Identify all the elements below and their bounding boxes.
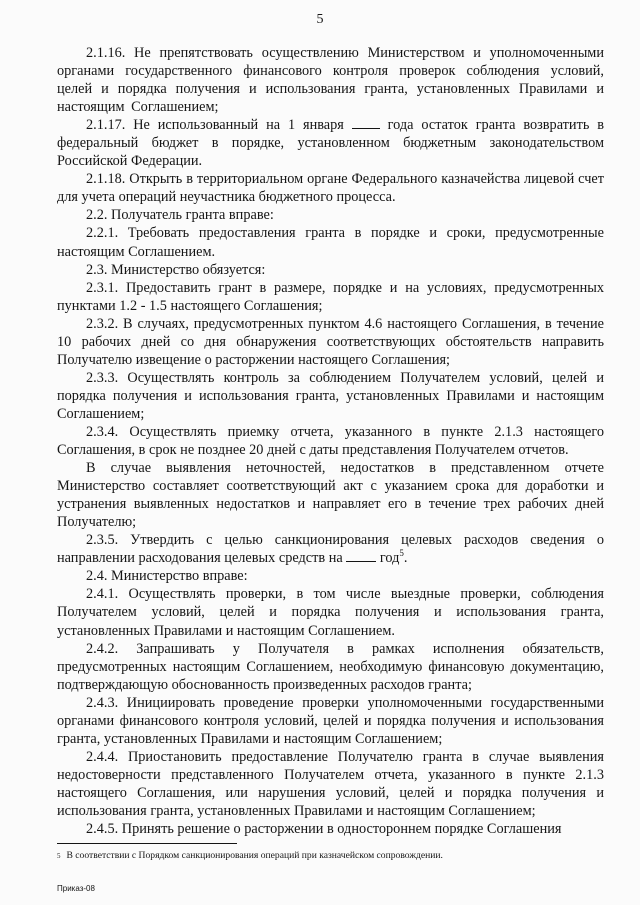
year-blank-field-2	[346, 549, 376, 562]
footnote-reference: 5	[399, 548, 404, 559]
footnote-text: В соответствии с Порядком санкционирования операций при казначейском сопровождении.	[66, 850, 443, 861]
document-body	[57, 44, 604, 838]
paragraph-2-4: 2.4. Министерство вправе:	[86, 568, 248, 585]
paragraph-2-2: 2.2. Получатель гранта вправе:	[86, 207, 274, 224]
paragraph-2-3-5-start: 2.3.5. Утвердить с целью санкционирования целевых расходов сведения о направлении расходования целевых средств на	[57, 532, 604, 567]
paragraph-2-3-5-period: .	[403, 550, 408, 567]
paragraph-2-4-5: 2.4.5. Принять решение о расторжении в одностороннем порядке Соглашения	[86, 821, 562, 838]
paragraph-2-4-3: 2.4.3. Инициировать проведение проверки уполномоченными государственными органами финансового контроля условий, целей и порядка получения и использования гранта, установленных Правилами и настоящим Соглашением;	[57, 694, 604, 747]
paragraph-2-3: 2.3. Министерство обязуется:	[86, 261, 266, 278]
paragraph-2-1-17-start: 2.1.17. Не использованный на 1 января	[86, 117, 352, 134]
footnote-divider	[57, 843, 237, 844]
paragraph-2-3-5-end: год	[376, 550, 400, 567]
paragraph-2-1-17	[57, 116, 604, 170]
paragraph-2-1-16: 2.1.16. Не препятствовать осуществлению Министерством и уполномоченными органами государственного финансового контроля проверок соблюдения условий, целей и порядка получения и использования гранта, установленных Правилами и настоящим Соглашением;	[57, 45, 604, 116]
footnote	[57, 850, 604, 862]
footer-document-code: Приказ-08	[57, 884, 95, 893]
paragraph-2-2-1: 2.2.1. Требовать предоставления гранта в порядке и сроки, предусмотренные настоящим Соглашением.	[57, 225, 604, 260]
paragraph-2-3-1: 2.3.1. Предоставить грант в размере, порядке и на условиях, предусмотренных пунктами 1.2 - 1.5 настоящего Соглашения;	[57, 279, 604, 314]
paragraph-2-3-2: 2.3.2. В случаях, предусмотренных пунктом 4.6 настоящего Соглашения, в течение 10 рабочих дней со дня обнаружения соответствующих обстоятельств направить Получателю извещение о расторжении настоящего Соглашения;	[57, 315, 604, 368]
footnote-mark: 5	[57, 852, 61, 860]
paragraph-2-3-5	[57, 531, 604, 567]
page-number: 5	[316, 12, 324, 27]
year-blank-field	[352, 116, 380, 129]
paragraph-2-1-18: 2.1.18. Открыть в территориальном органе Федерального казначейства лицевой счет для учета операций неучастника бюджетного процесса.	[57, 171, 604, 206]
paragraph-2-3-4-continuation: В случае выявления неточностей, недостатков в представленном отчете Министерство составляет соответствующий акт с указанием срока для доработки и устранения выявленных недостатков и направляет его в течение трех рабочих дней Получателю;	[57, 460, 604, 531]
paragraph-2-1-17-end: года остаток гранта возвратить в федеральный бюджет в порядке, установленном бюджетным законодательством Российской Федерации.	[57, 117, 604, 170]
paragraph-2-4-4: 2.4.4. Приостановить предоставление Получателю гранта в случае выявления недостоверности представленного Получателем отчета, указанного в пункте 2.1.3 настоящего Соглашения, или нарушения условий, целей и порядка получения и использования гранта, установленных Правилами и настоящим Соглашением;	[57, 748, 604, 819]
paragraph-2-4-1: 2.4.1. Осуществлять проверки, в том числе выездные проверки, соблюдения Получателем условий, целей и порядка получения и использования гранта, установленных Правилами и настоящим Соглашением.	[57, 586, 604, 639]
paragraph-2-4-2: 2.4.2. Запрашивать у Получателя в рамках исполнения обязательств, предусмотренных настоящим Соглашением, необходимую финансовую документацию, подтверждающую обоснованность произведенных расходов гранта;	[57, 640, 604, 693]
paragraph-2-3-3: 2.3.3. Осуществлять контроль за соблюдением Получателем условий, целей и порядка получения и использования гранта, установленных Правилами и настоящим Соглашением;	[57, 369, 604, 422]
paragraph-2-3-4: 2.3.4. Осуществлять приемку отчета, указанного в пункте 2.1.3 настоящего Соглашения, в срок не позднее 20 дней с даты представления Получателем отчетов.	[57, 423, 604, 459]
